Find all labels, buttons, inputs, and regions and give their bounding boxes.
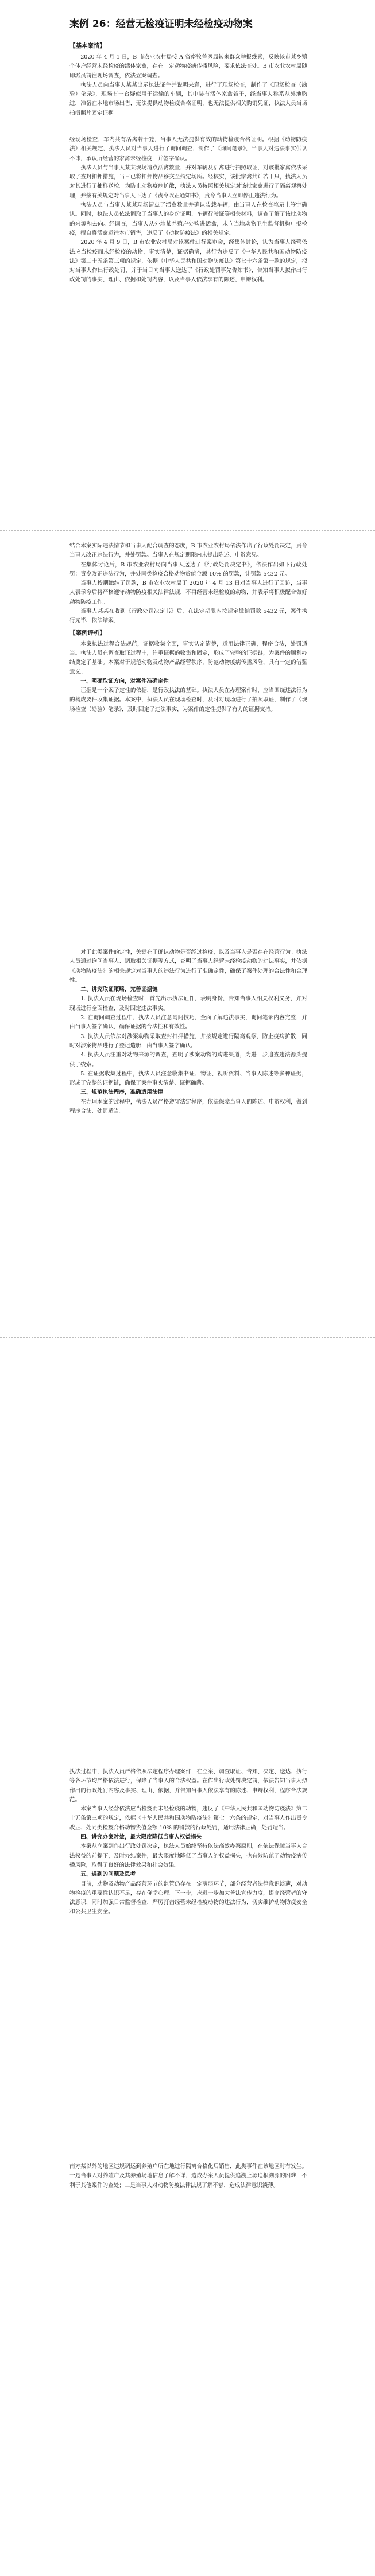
- paragraph: 本案当事人经营依法应当检疫而未经检疫的动物，违反了《中华人民共和国动物防疫法》第二十五条第三项的规定，依据《中华人民共和国动物防疫法》第七十六条的规定，对当事人作出责令改正、处同类检疫合格动物货值金额 10% 的罚款的行政处罚，适用法律正确，处罚适当。: [69, 1806, 307, 1831]
- page-4: [0, 948, 375, 1116]
- page-3: [0, 542, 375, 714]
- paragraph: 当事人按期缴纳了罚款，B 市农业农村局于 2020 年 4 月 13 日对当事人进行了回访，当事人表示今后将严格遵守动物防疫相关法律法规，不再经营未经检疫的动物，并表示将积极配合做好动物防疫工作。: [69, 580, 307, 605]
- paragraph: 证据是一个案子定性的依据，是行政执法的基础。执法人员在办理案件时，应当围绕违法行为的构成要件收集证据。本案中，执法人员在现场检查时，及时对现场进行了拍照取证，制作了《现场检查（勘验）笔录》，及时固定了违法事实，为案件的定性提供了有力的证据支持。: [69, 687, 307, 713]
- subheading: 三、规范执法程序，准确适用法律: [80, 1089, 164, 1096]
- paragraph: 对于此类案件的定性，关键在于确认动物是否经过检疫，以及当事人是否存在经营行为。执法人员通过询问当事人、调取相关证据等方式，查明了当事人经营未经检疫动物的违法事实，并依据《动物防疫法》的相关规定对当事人的违法行为进行了准确定性，确保了案件处理的合法性和合理性。: [69, 949, 307, 984]
- paragraph: 在办理本案的过程中，执法人员严格遵守法定程序，依法保障当事人的陈述、申辩权利，做到程序合法、处罚适当。: [69, 1098, 307, 1115]
- paragraph: 经现场检查，车内共有活禽若干笼，当事人无法提供有效的动物检疫合格证明。根据《动物防疫法》相关规定，执法人员对当事人进行了询问调查，制作了《询问笔录》，当事人对违法事实供认不讳，承认所经营的家禽未经检疫，并签字确认。: [69, 137, 307, 162]
- paragraph: 执法过程中，执法人员严格依照法定程序办理案件，在立案、调查取证、告知、决定、送达、执行等各环节均严格依法进行，保障了当事人的合法权益。在作出行政处罚决定前，依法告知当事人拟作出的行政处罚内容及事实、理由、依据，并告知当事人依法享有的陈述、申辩权利，程序合法规范。: [69, 1769, 307, 1803]
- paragraph: 执法人员与当事人某某现场清点活禽数量，并对车辆及活禽进行拍照取证，对该批家禽依法采取了查封扣押措施，当日已将扣押物品移交至指定场所。经核实，该批家禽共计若干只，执法人员对其进行了抽样送检。为防止动物疫病扩散，执法人员按照相关规定对该批家禽进行了隔离观察处理，并按有关规定对当事人下达了《责令改正通知书》，责令当事人立即停止违法行为。: [69, 164, 307, 199]
- paragraph: 在集体讨论后，B 市农业农村局向当事人送达了《行政处罚决定书》，依法作出如下行政处罚：责令改正违法行为，并处同类检疫合格动物货值金额 10% 的罚款，计罚款 5432 元。: [69, 561, 307, 577]
- paragraph: 目前，动物及动物产品经营环节的监管仍存在一定薄弱环节，部分经营者法律意识淡薄，对动物检疫的重要性认识不足，存在侥幸心理。下一步，应进一步加大普法宣传力度，提高经营者的守法意识，同时加强日常监督检查，严厉打击经营未经检疫动物的违法行为，切实维护动物防疫安全和公共卫生安全。: [69, 1880, 307, 1916]
- paragraph: 2. 在询问调查过程中，执法人员注意询问技巧，全面了解违法事实，询问笔录内容完整，并由当事人签字确认，确保证据的合法性和有效性。: [69, 1015, 307, 1031]
- page-1: [0, 17, 375, 118]
- paragraph: 1. 执法人员在现场检查时，首先出示执法证件，表明身份，告知当事人相关权利义务，并对现场进行全面检查，及时固定违法事实。: [69, 996, 307, 1012]
- paragraph: 5. 在证据收集过程中，执法人员注意收集书证、物证、视听资料、当事人陈述等多种证据，形成了完整的证据链，确保了案件事实清楚、证据确凿。: [69, 1070, 307, 1087]
- paragraph: 4. 执法人员注重对动物来源的调查，查明了涉案动物的购进渠道，为进一步追查违法源头提供了线索。: [69, 1052, 307, 1068]
- page-5: [0, 1767, 375, 1917]
- subheading: 二、讲究取证策略，完善证据链: [80, 986, 158, 993]
- section-heading-analysis: 【案例评析】: [69, 629, 106, 636]
- paragraph: 当事人某某在收到《行政处罚决定书》后，在法定期限内按规定缴纳罚款 5432 元，案件执行完毕，依法结案。: [69, 608, 307, 624]
- paragraph: 南方某以外的地区违规调运到养殖户所在地进行隔离合格化后销售，此类事件在该地区时有发生。一是当事人对养殖户及其养殖场地信息了解不详，造成办案人员提供追溯上源追根溯源的困难，不利于其他案件的查处；二是当事人对动物防疫法律法规了解不够，造成法律意识淡薄。: [69, 2163, 307, 2189]
- subheading: 一、明确取证方向，对案件准确定性: [80, 678, 169, 685]
- paragraph: 2020 年 4 月 1 日，B 市农业农村局接 A 省畜牧兽医局转来群众举报线索，反映该市某乡镇个体户经营未经检疫的活体家禽，存在一定动物疫病传播风险，要求依法查处。B 市农业农村局随即派员前往现场调查，依法立案调查。: [69, 54, 307, 79]
- section-heading-basic-facts: 【基本案情】: [69, 42, 106, 49]
- page-divider: [0, 1337, 375, 1338]
- paragraph: 本案执法过程合法规范，证据收集全面，事实认定清楚，适用法律正确，程序合法，处罚适当。执法人员在调查取证过程中，注重证据的收集和固定，形成了完整的证据链，为案件的顺利办结奠定了基础。本案对于规范动物及动物产品经营秩序，防范动物疫病传播风险，具有一定的借鉴意义。: [69, 640, 307, 675]
- paragraph: 本案从立案到作出行政处罚决定，执法人员始终坚持依法高效办案原则，在依法保障当事人合法权益的前提下，及时办结案件，最大限度地降低了当事人的权益损失，也有效防范了动物疫病传播风险，取得了良好的法律效果和社会效果。: [69, 1843, 307, 1868]
- page-divider: [0, 530, 375, 531]
- paragraph: 2020 年 4 月 9 日，B 市农业农村局对该案件进行案审会，经集体讨论，认为当事人经营依法应当检疫而未经检疫的动物，事实清楚，证据确凿，其行为违反了《中华人民共和国动物防疫法》第二十五条第三项的规定，依据《中华人民共和国动物防疫法》第七十六条第一款的规定，拟对当事人作出行政处罚，并于当日向当事人送达了《行政处罚事先告知书》，告知当事人拟作出行政处罚的事实、理由、依据和处罚内容，以及当事人依法享有的陈述、申辩权利。: [69, 239, 307, 283]
- page-2: [0, 135, 375, 285]
- case-title: 案例 26：经营无检疫证明未经检疫动物案: [69, 18, 253, 30]
- paragraph: 结合本案实际违法情节和当事人配合调查的态度，B 市农业农村局依法作出了行政处罚决定，责令当事人改正违法行为，并处罚款。当事人在规定期限内未提出陈述、申辩意见。: [69, 543, 307, 559]
- paragraph: 执法人员与当事人某某现场清点了活禽数量并确认装载车辆，由当事人在检查笔录上签字确认。同时，执法人员依法调取了当事人的身份证明、车辆行驶证等相关材料，调查了解了该批动物的来源和去向。经调查，当事人从外地某养殖户处购进活禽，未向当地动物卫生监督机构申报检疫，擅自将活禽运往本市销售，违反了《动物防疫法》的相关规定。: [69, 202, 307, 236]
- subheading: 五、遇到的问题及思考: [80, 1871, 136, 1878]
- paragraph: 3. 执法人员依法对涉案动物采取查封扣押措施，并按规定进行隔离观察，防止疫病扩散，同时对涉案物品进行了登记造册，由当事人签字确认。: [69, 1033, 307, 1049]
- subheading: 四、讲究办案时效，最大限度降低当事人权益损失: [80, 1834, 202, 1841]
- page-6: [0, 2162, 375, 2190]
- paragraph: 执法人员向当事人某某出示执法证件并说明来意，进行了现场检查，制作了《现场检查（勘验）笔录》，现场有一台疑似用于运输的车辆，其中装有活体家禽若干，经当事人称系从外地购进，准备在本地市场出售，无法提供动物检疫合格证明，也无法提供相关购销凭证，执法人员当场拍摄照片固定证据。: [69, 81, 307, 116]
